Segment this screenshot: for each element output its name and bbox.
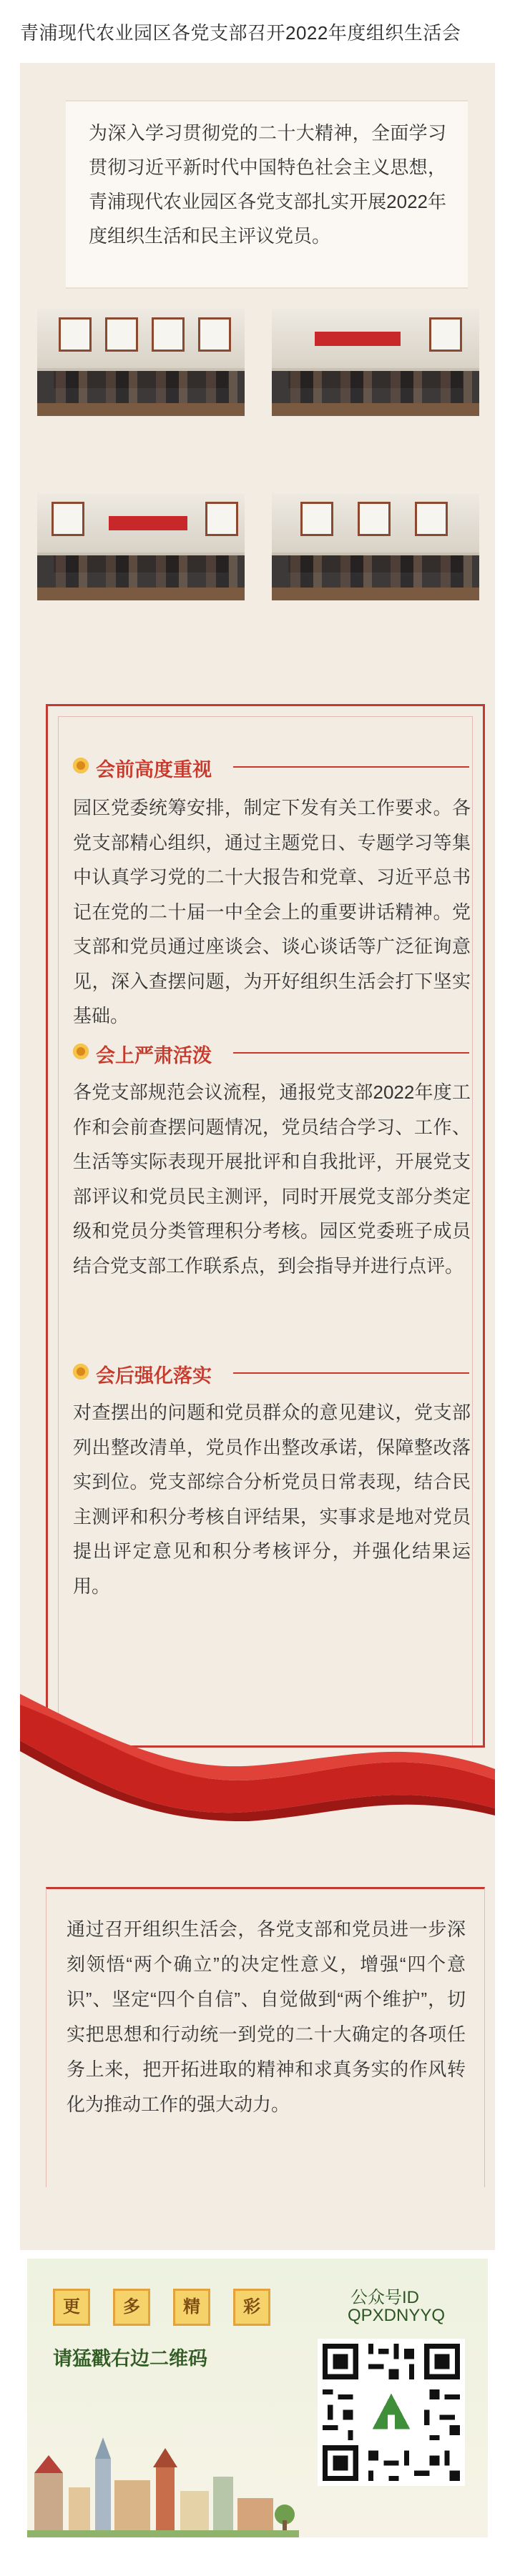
meeting-photo-4: [272, 493, 479, 600]
meeting-photo-2: [272, 309, 479, 416]
bullet-dot-icon: [73, 758, 89, 773]
section-body-1: 园区党委统筹安排，制定下发有关工作要求。各党支部精心组织，通过主题党日、专题学习等集中认真学习党的二十大报告和党章、习近平总书记在党的二十届一中全会上的重要讲话精神。党支部和党员通过座谈会、谈心谈话等广泛征询意见，深入查摆问题，为开好组织生活会打下坚实基础。: [73, 797, 471, 1026]
tile-3: 精: [173, 2289, 210, 2326]
section-body-2: 各党支部规范会议流程，通报党支部2022年度工作和会前查摆问题情况，党员结合学习、工作、生活等实际表现开展批评和自我批评，开展党支部评议和党员民主测评，同时开展党支部分类定级和党员分类管理积分考核。园区党委班子成员结合党支部工作联系点，到会指导并进行点评。: [73, 1081, 471, 1277]
qr-call-to-action: 请猛戳右边二维码: [53, 2348, 207, 2369]
intro-box: [66, 100, 468, 289]
page-bottom: [0, 2545, 515, 2576]
bullet-dot-icon: [73, 1044, 89, 1059]
divider: [233, 1052, 469, 1054]
article-title: 青浦现代农业园区各党支部召开2022年度组织生活会: [20, 22, 461, 44]
divider: [233, 766, 469, 768]
tile-2: 多: [113, 2289, 150, 2326]
section-body-3: 对查摆出的问题和党员群众的意见建议，党支部列出整改清单，党员作出整改承诺，保障整改落实到位。党支部综合分析党员日常表现，结合民主测评和积分考核自评结果，实事求是地对党员提出评定意见和积分考核评分，并强化结果运用。: [73, 1402, 471, 1597]
city-skyline-illustration: [27, 2430, 299, 2537]
section-title: 会后强化落实: [96, 1365, 212, 1387]
article-title-bar: [0, 0, 515, 63]
section-title: 会上严肃活泼: [96, 1045, 212, 1066]
section-title: 会前高度重视: [96, 759, 212, 781]
red-ribbon-decoration: [20, 1673, 495, 1823]
tile-4: 彩: [233, 2289, 270, 2326]
divider: [233, 1372, 469, 1374]
footer-banner: [27, 2259, 488, 2537]
meeting-photo-1: [37, 309, 245, 416]
intro-text: 为深入学习贯彻党的二十大精神，全面学习贯彻习近平新时代中国特色社会主义思想，青浦现代农业园区各党支部扎实开展2022年度组织生活和民主评议党员。: [89, 122, 446, 247]
meeting-photo-3: [37, 493, 245, 600]
qr-code-icon[interactable]: [318, 2339, 465, 2486]
account-id: QPXDNYYQ: [348, 2306, 446, 2325]
closing-text: 通过召开组织生活会，各党支部和党员进一步深刻领悟“两个确立”的决定性意义，增强“四个意识”、坚定“四个自信”、自觉做到“两个维护”，切实把思想和行动统一到党的二十大确定的各项任务上来，把开拓进取的精神和求真务实的作风转化为推动工作的强大动力。: [67, 1918, 466, 2115]
bullet-dot-icon: [73, 1364, 89, 1379]
tile-1: 更: [53, 2289, 90, 2326]
account-label: 公众号ID: [350, 2288, 419, 2307]
closing-box: [46, 1887, 485, 2187]
